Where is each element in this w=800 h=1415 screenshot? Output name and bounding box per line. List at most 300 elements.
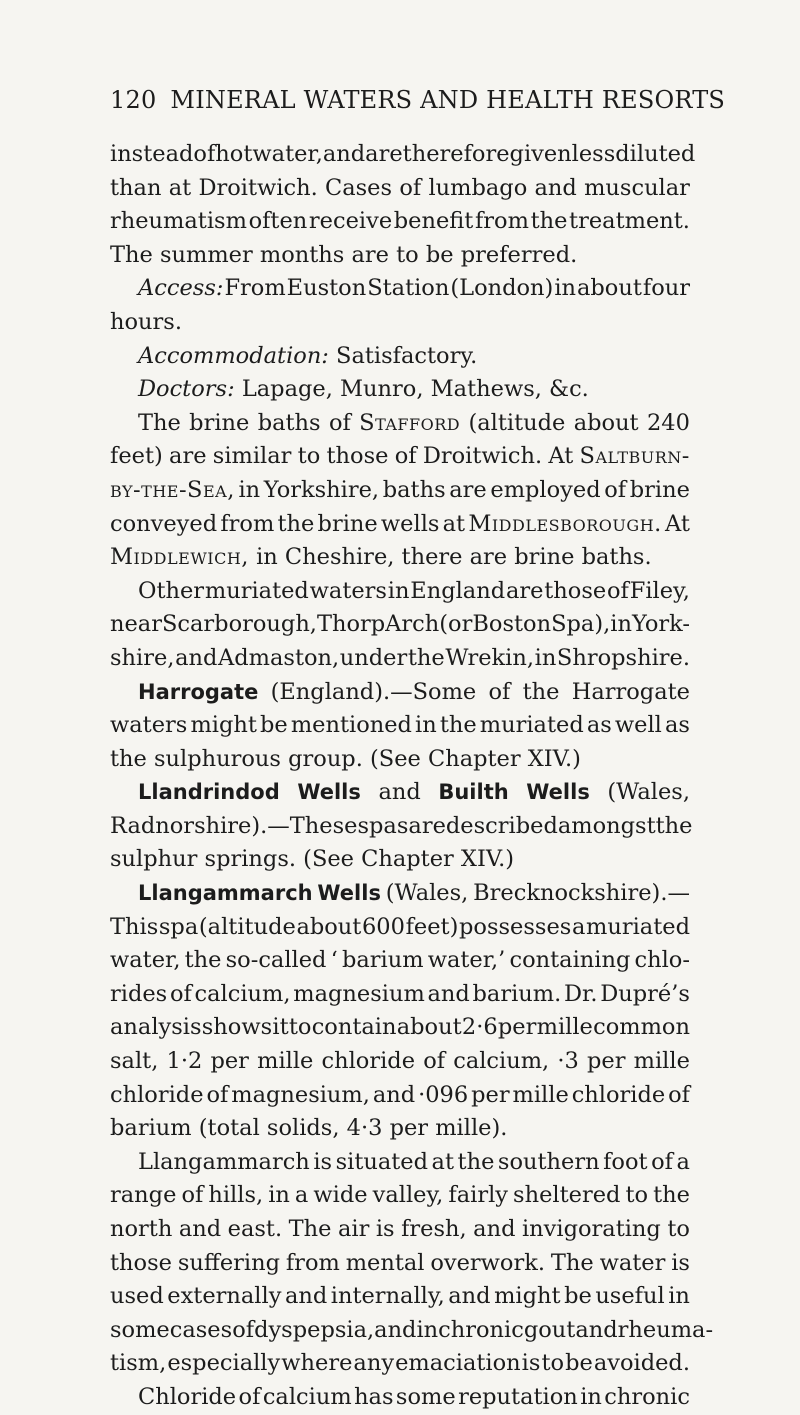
text-line [110,608,690,642]
word-part: in [610,611,632,638]
word [615,138,695,172]
word-part: Wrekin, [445,644,535,671]
word [228,1213,282,1247]
word [257,1045,313,1079]
word-part: the [530,208,568,235]
text-line [110,575,690,609]
word [615,709,662,743]
word [313,1146,332,1180]
word [289,1213,332,1247]
word [625,1179,648,1213]
word-part: of [206,1081,229,1108]
text-run: the sulphurous group. (See Chapter XIV.) [110,745,581,772]
word-part: those [326,443,389,470]
word [232,1314,254,1348]
text-line [110,474,690,508]
word-part: situated [335,1148,429,1175]
word [178,1247,280,1281]
word-part: east. [227,1216,283,1242]
word [258,407,321,441]
word-part: Wells [317,881,381,906]
word [277,508,314,542]
text-line [110,440,690,474]
word-part: Arch [385,611,440,638]
word-part: and [322,141,366,167]
word-part: Thorp [316,611,386,638]
word [167,1347,280,1381]
word-part: baths [257,409,321,436]
word [509,944,630,978]
word [263,1381,352,1415]
word-part: contain [311,1014,397,1041]
word-part: Yorkshire, [263,476,380,503]
word [541,1347,564,1381]
line-text [110,306,182,340]
word-part: hot [215,141,253,167]
text-run: sulphur springs. (See Chapter XIV.) [110,846,515,873]
word-part: chronic [438,1316,524,1343]
word-part: fresh, [401,1216,467,1242]
text-line [110,541,690,575]
word-part: especially [167,1350,281,1377]
word-part: Chloride [138,1383,237,1410]
word [453,1045,549,1079]
word-part: and [284,1283,328,1310]
text-line [110,306,690,340]
word [110,172,161,206]
word [574,407,639,441]
word-part: and [374,1316,417,1343]
word-part: to [297,443,321,470]
line-text [110,843,514,877]
word [268,1179,290,1213]
word-part: it [272,1014,289,1041]
word [595,1280,664,1314]
word-part: Stafford [359,409,461,436]
word [231,1079,370,1113]
page-number: 120 [110,86,157,114]
word [138,272,223,306]
word-part: cases [169,1316,233,1343]
word-part: chronic [604,1383,690,1410]
word [445,642,534,676]
word [138,407,181,441]
text-line [110,1381,690,1415]
word [169,172,191,206]
word-part: magnesium, [231,1081,370,1108]
word-part: in [580,1383,602,1410]
word [110,138,193,172]
word [604,1381,690,1415]
word [558,810,656,844]
word [647,407,690,441]
word-part: are [408,812,446,839]
word [322,1045,416,1079]
word [604,474,626,508]
word-part: are [365,141,403,167]
word [643,272,690,306]
word [656,810,693,844]
word-part: From [224,275,286,302]
word [423,1045,445,1079]
word [179,1213,221,1247]
word-part: (England).—Some [270,678,477,705]
word [357,810,408,844]
word-part: This [110,913,159,940]
word-part: spa [158,913,199,940]
word [110,608,162,642]
word [208,1179,263,1213]
word-part: and [378,779,421,806]
word [594,1347,690,1381]
word [473,877,690,911]
word-part: in [416,1316,439,1343]
word [575,1314,617,1348]
word [354,1381,393,1415]
text-line [110,1146,690,1180]
line-text [138,373,589,407]
text-run: Doctors: [138,376,235,403]
word-part: chloride [110,1081,204,1108]
text-line [110,407,690,441]
word-part: a [571,913,586,940]
word-part: about [576,275,642,302]
word-part: chlo- [634,947,690,974]
word-part: magnesium [293,980,425,1007]
word [443,508,465,542]
word-part: conveyed [110,510,218,537]
word-part: to [625,1182,649,1209]
text-line [110,508,690,542]
word [318,508,378,542]
word [395,1347,521,1381]
word-part: salt, [110,1048,159,1075]
word-part: at [442,510,466,537]
word [338,1213,369,1247]
word [408,642,445,676]
word-part: feet) [110,443,163,470]
text-line [110,1247,690,1281]
word [587,709,612,743]
word [634,1045,690,1079]
word-part: rheumatism [110,208,247,235]
word-part: chloride [571,1081,666,1108]
word-part: those [110,1249,172,1276]
word-part: brine [317,510,378,537]
word-part: a [676,1148,690,1175]
word [557,642,690,676]
word [213,440,292,474]
word-part: emaciation [395,1350,521,1377]
word [198,172,317,206]
word [428,172,527,206]
word-part: analysis [110,1014,202,1041]
word [206,1079,228,1113]
word-part: Brecknockshire).— [473,880,690,907]
word [498,1011,536,1045]
word-part: by-the-Sea, [110,476,235,503]
word-part: (altitude [198,913,296,940]
word-part: shire, [110,644,175,671]
word-part: useful [595,1283,665,1310]
word-part: of [488,678,511,705]
text-run: The summer months are to be preferred. [110,241,578,268]
word [586,911,690,945]
word-part: about [296,913,362,940]
word-part: described [445,812,558,839]
word [110,1347,166,1381]
word-part: from [474,208,529,235]
word-part: tism, [110,1350,167,1377]
word-part: treatment. [569,208,690,235]
word [665,508,690,542]
text-line [110,843,690,877]
word [577,272,642,306]
word [551,608,610,642]
word [676,1146,689,1180]
word [362,911,405,945]
text-line [110,239,690,273]
word-part: the [407,644,445,671]
word-part: muriated [204,577,309,604]
word-part: the [439,712,477,739]
word [336,1146,428,1180]
word-part: be [564,1283,592,1310]
word [381,508,440,542]
word [490,474,600,508]
word [603,1146,647,1180]
word-part: mille [257,1048,314,1075]
word-part: from [285,1249,340,1276]
word [110,1314,170,1348]
word [432,1146,454,1180]
text-run: Lapage, Munro, Mathews, &c. [234,376,589,403]
word-part: of [169,980,192,1007]
word [480,709,584,743]
word [667,1213,690,1247]
word [557,1045,578,1079]
word [110,474,235,508]
text-run: Middlewich, [110,544,249,571]
word [110,978,167,1012]
word [440,709,477,743]
word-part: diluted [615,141,696,167]
word [653,1179,690,1213]
word-part: calcium, [194,980,291,1007]
word [535,172,577,206]
word [523,676,560,710]
word-part: of [181,1182,204,1209]
word [651,1146,673,1180]
running-header [110,86,726,116]
word [298,440,321,474]
word-part: of [232,1316,255,1343]
word [473,978,562,1012]
word [418,1079,468,1113]
word-part: is [375,1216,395,1242]
word-part: at [168,174,192,201]
word-part: of [668,1081,690,1108]
word-part: as [664,712,690,739]
word-part: where [281,1350,353,1377]
word-part: Llangammarch [138,1148,310,1175]
word-part: employed [490,476,601,503]
word [342,944,424,978]
word [600,978,690,1012]
word [526,776,590,810]
word [587,1045,625,1079]
word [340,642,407,676]
word [428,944,506,978]
word [471,1079,509,1113]
word-part: and [473,1216,516,1242]
word-part: Cases [325,174,393,201]
word [510,138,572,172]
word [325,172,392,206]
word-part: and [372,1081,416,1108]
word-part: about [396,1014,462,1041]
word [327,440,389,474]
text-line [110,676,690,710]
word [448,1179,508,1213]
word-part: (Wales, [385,880,469,907]
word-part: per [587,1048,626,1075]
word-part: Wells [526,780,590,805]
word-part: Builth [438,780,509,805]
word [593,1011,690,1045]
word [249,205,308,239]
word-part: some [395,1383,456,1410]
word [309,205,392,239]
word [170,978,192,1012]
word [189,407,249,441]
word-part: might [494,1283,561,1310]
word-part: ‘ [330,947,338,974]
word [580,1381,602,1415]
word-part: invigorating [521,1216,661,1242]
word-part: therefore [402,141,510,167]
word [373,1079,415,1113]
text-line [110,1347,690,1381]
word [564,1280,592,1314]
word [329,407,351,441]
word-part: in [268,1182,290,1209]
word [185,944,222,978]
word-part: mental [345,1249,425,1276]
word [287,272,367,306]
word [472,608,551,642]
word-part: be [260,712,288,739]
word-part: ·3 [557,1048,579,1075]
word-part: any [353,1350,395,1377]
word-part: in [387,577,410,604]
word-part: to [288,1014,312,1041]
word [138,776,280,810]
word [554,272,576,306]
word-part: brine [629,476,690,503]
word [551,1247,594,1281]
word-part: suffering [177,1249,280,1276]
word [175,642,217,676]
word [215,138,252,172]
word-part: internally, [330,1283,445,1310]
text-line [110,978,690,1012]
word-part: in [238,476,261,503]
word-part: as [586,712,612,739]
word-part: mentioned [290,712,412,739]
word [323,138,365,172]
word-part: given [509,141,572,167]
word [293,978,425,1012]
word [473,1213,515,1247]
word-part: dyspepsia, [254,1316,375,1343]
word [565,1347,593,1381]
word-part: four [642,275,690,302]
word [572,138,616,172]
word-part: used [110,1283,164,1310]
word [365,138,403,172]
word [167,1045,203,1079]
word-part: is [521,1350,541,1377]
word-part: calcium [262,1383,352,1410]
text-line [110,1179,690,1213]
word [498,1146,600,1180]
word [385,608,439,642]
text-run: in Cheshire, there are brine baths. [248,544,652,571]
word-part: of [423,1048,446,1075]
word-part: of [604,476,627,503]
word [210,1045,248,1079]
word-part: per [471,1081,510,1108]
line-text [110,541,652,575]
word [416,1314,438,1348]
word-part: The [550,1249,594,1276]
word-part: shows [201,1014,273,1041]
word-part: and [575,1316,618,1343]
word-part: muriated [479,712,584,739]
word [297,776,361,810]
word [138,575,204,609]
word [459,911,571,945]
text-line [110,1213,690,1247]
word-part: spas [357,812,409,839]
word-part: rides [110,980,168,1007]
word [190,709,256,743]
word [254,1314,374,1348]
word-part: waters [309,577,387,604]
word-part: the [277,510,315,537]
word-part: fairly [448,1182,508,1209]
word-part: 600 [361,913,405,940]
word [489,676,511,710]
word-part: per [497,1014,537,1041]
word [438,776,508,810]
word [239,1381,261,1415]
word-part: under [339,644,408,671]
word-part: waters [110,712,188,739]
word [110,810,357,844]
word [564,978,597,1012]
word [310,575,387,609]
text-line [110,776,690,810]
line-text [110,1112,507,1146]
word-part: (Wales, [607,779,690,806]
word [406,911,459,945]
word-part: Harrogate [138,679,259,704]
word [199,911,296,945]
word-part: water,’ [427,947,506,974]
text-line [110,373,690,407]
